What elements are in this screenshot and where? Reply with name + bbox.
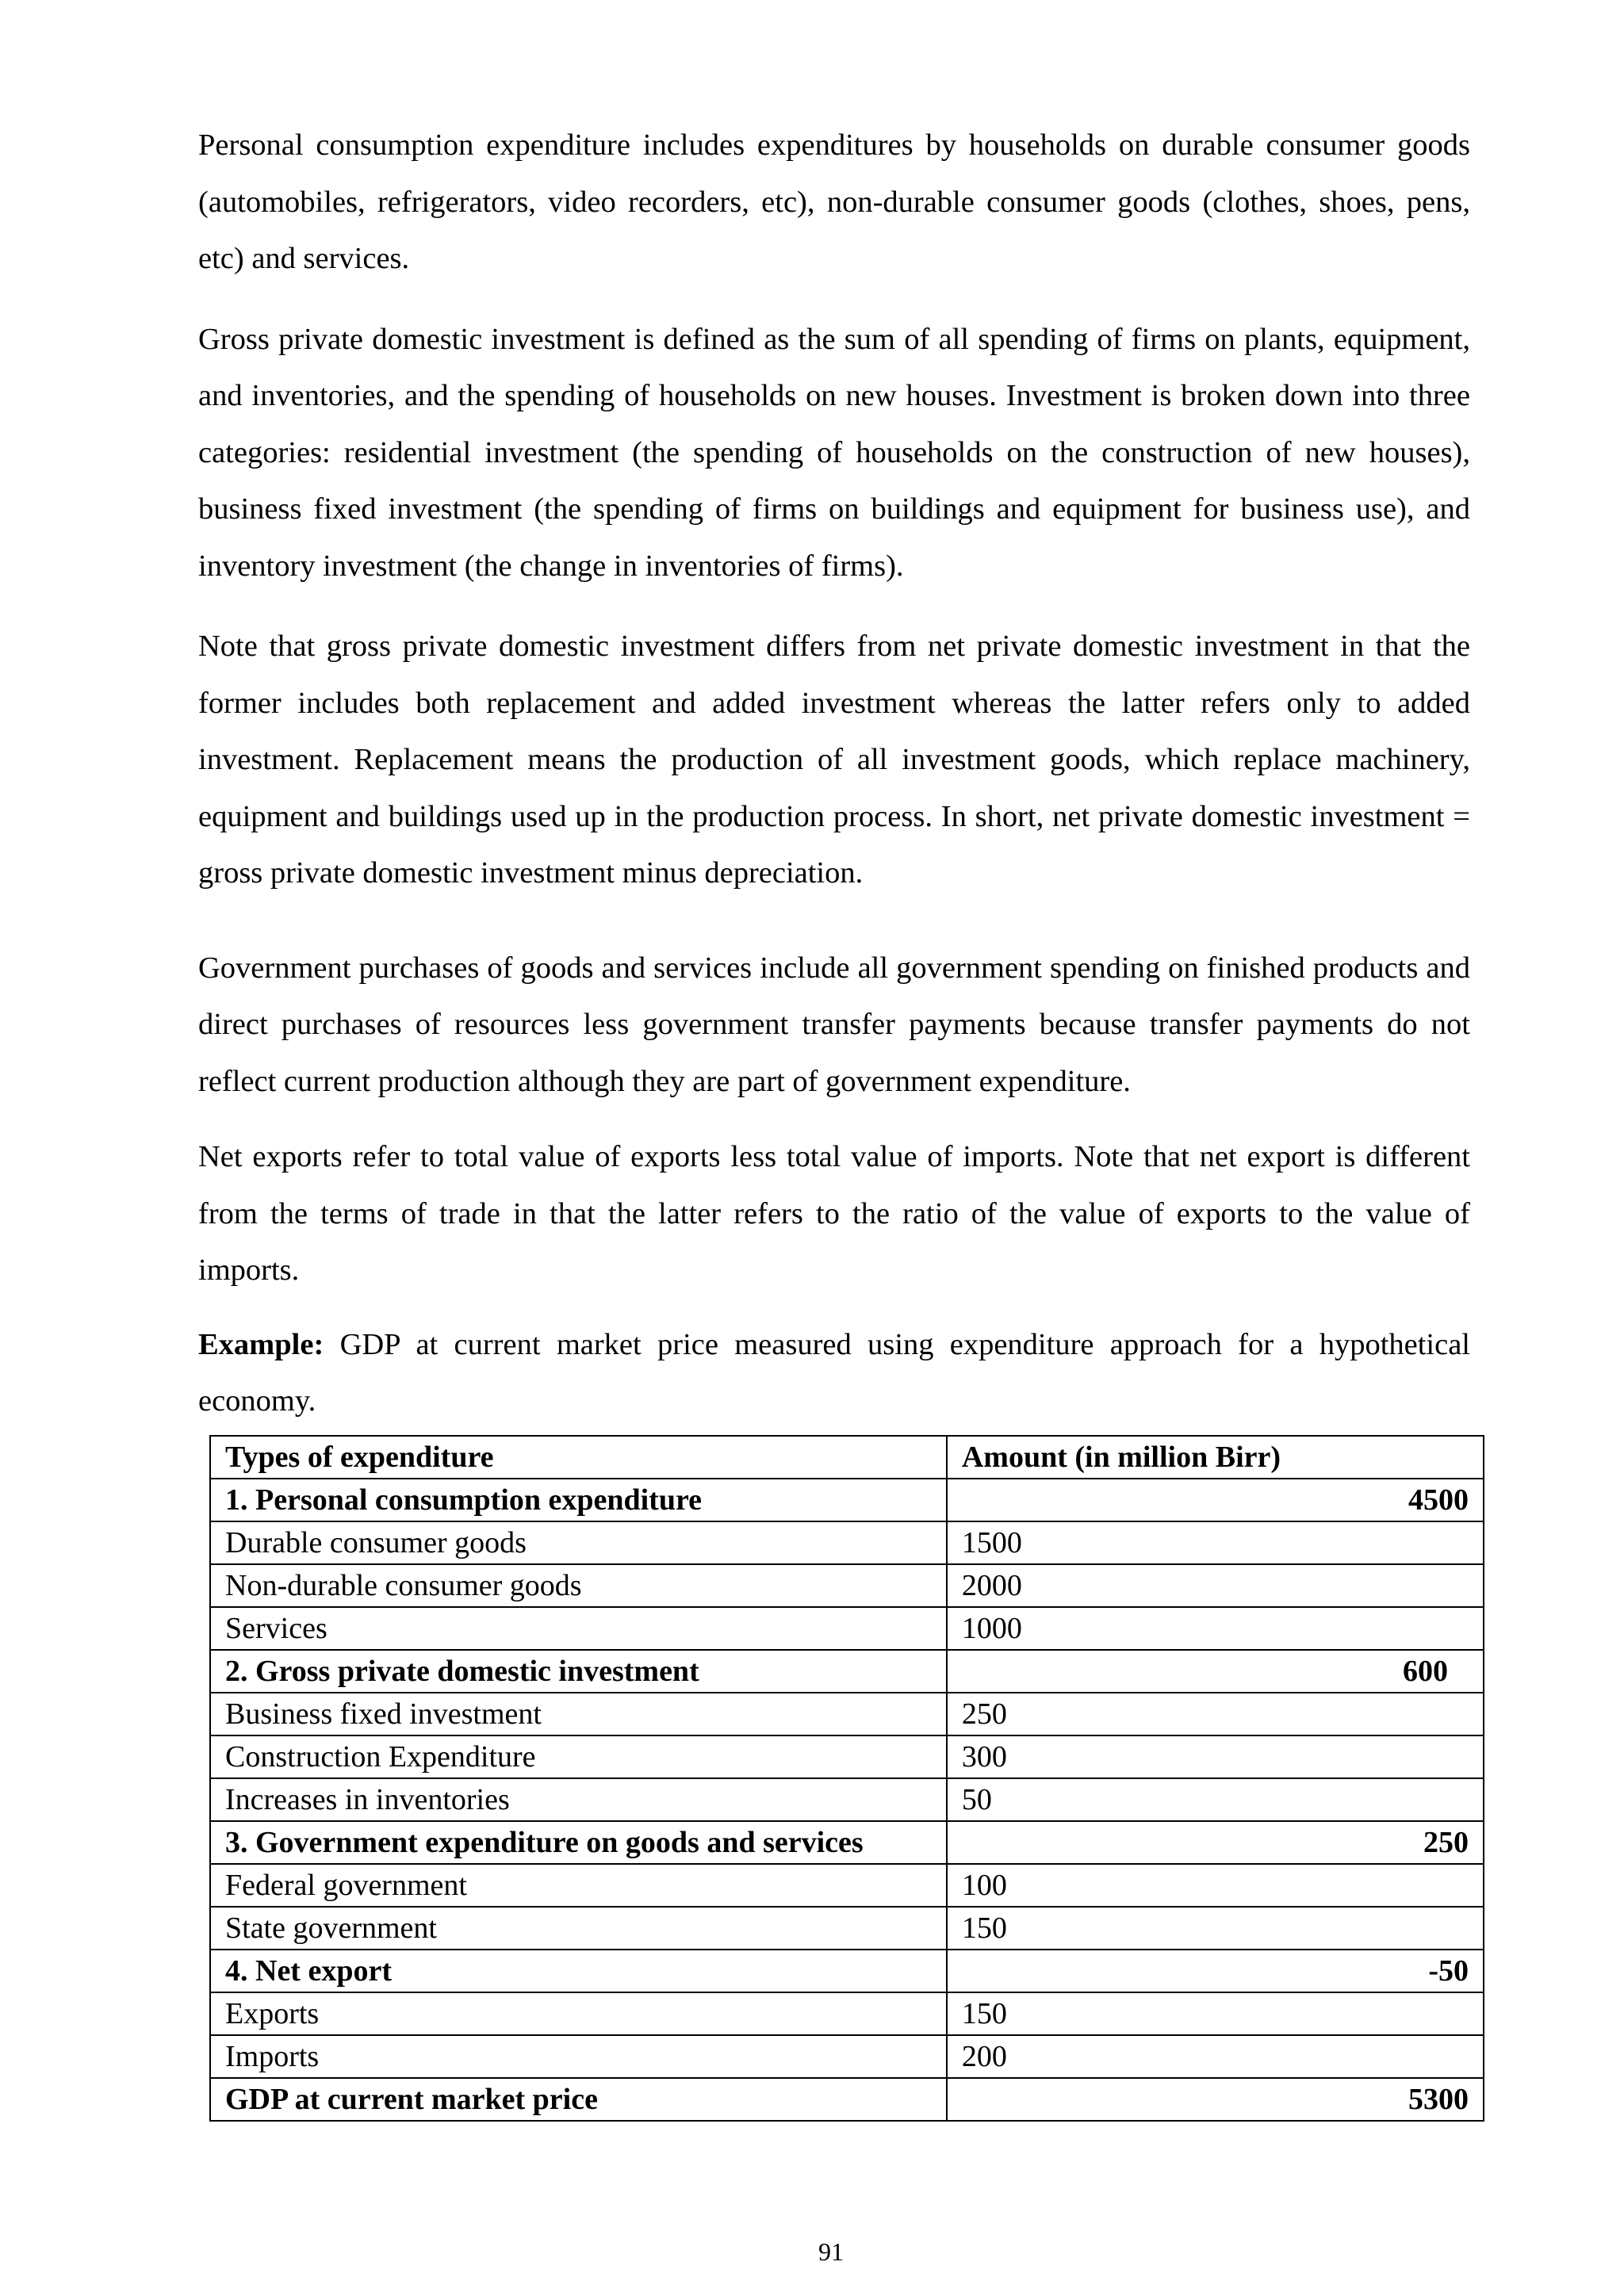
item-amount: 100 <box>947 1864 1484 1907</box>
table-group-row <box>210 1821 1484 1864</box>
item-amount: 2000 <box>947 1564 1484 1607</box>
item-label: Construction Expenditure <box>210 1735 947 1778</box>
table-row <box>210 1564 1484 1607</box>
table-row <box>210 1607 1484 1650</box>
example-text: GDP at current market price measured using expenditure approach for a hypothetical economy. <box>198 1327 1470 1418</box>
item-label: Non-durable consumer goods <box>210 1564 947 1607</box>
table-group-row <box>210 1950 1484 1992</box>
group-total: -50 <box>947 1950 1484 1992</box>
group-label: 1. Personal consumption expenditure <box>210 1479 947 1521</box>
item-amount: 300 <box>947 1735 1484 1778</box>
paragraph-net-exports: Net exports refer to total value of exports less total value of imports. Note that net export is different from the terms of trade in that the latter refers to the ratio of the value of exports to the value of imports. <box>198 1140 1470 1287</box>
table-row <box>210 1907 1484 1950</box>
table-row <box>210 1778 1484 1821</box>
table-row <box>210 2035 1484 2078</box>
item-label: State government <box>210 1907 947 1950</box>
paragraph-net-investment: Note that gross private domestic investment differs from net private domestic investment in that the former includes both replacement and added investment whereas the latter refers only to added investment. Replacement means the production of all investment goods, which replace machinery, equipment and buildings used up in the production process. In short, net private domestic investment = gross private domestic investment minus depreciation. <box>198 629 1470 890</box>
group-label: 4. Net export <box>210 1950 947 1992</box>
item-label: Increases in inventories <box>210 1778 947 1821</box>
item-label: Durable consumer goods <box>210 1521 947 1564</box>
group-label: 2. Gross private domestic investment <box>210 1650 947 1693</box>
item-label: Exports <box>210 1992 947 2035</box>
paragraph-gross-investment: Gross private domestic investment is defined as the sum of all spending of firms on plants, equipment, and inventories, and the spending of households on new houses. Investment is broken down into three categories: residential investment (the spending of households on the construction of new houses), business fixed investment (the spending of firms on buildings and equipment for business use), and inventory investment (the change in inventories of firms). <box>198 322 1470 583</box>
table-row <box>210 1864 1484 1907</box>
table-row <box>210 1735 1484 1778</box>
group-label: 3. Government expenditure on goods and services <box>210 1821 947 1864</box>
item-amount: 250 <box>947 1693 1484 1735</box>
paragraph-government-purchases: Government purchases of goods and services include all government spending on finished products and direct purchases of resources less government transfer payments because transfer payments do not reflect current production although they are part of government expenditure. <box>198 951 1470 1098</box>
gdp-label: GDP at current market price <box>210 2078 947 2121</box>
example-label: Example: <box>198 1327 324 1361</box>
table-header-row <box>210 1436 1484 1479</box>
item-amount: 200 <box>947 2035 1484 2078</box>
group-total: 600 <box>947 1650 1484 1693</box>
item-amount: 50 <box>947 1778 1484 1821</box>
item-amount: 1000 <box>947 1607 1484 1650</box>
example-caption <box>198 1317 1470 1430</box>
paragraph-personal-consumption: Personal consumption expenditure includes expenditures by households on durable consumer goods (automobiles, refrigerators, video recorders, etc), non-durable consumer goods (clothes, shoes, pens, etc) and services. <box>198 128 1470 275</box>
table-group-row <box>210 1479 1484 1521</box>
item-amount: 1500 <box>947 1521 1484 1564</box>
table-group-row <box>210 1650 1484 1693</box>
table-final-row <box>210 2078 1484 2121</box>
table-row <box>210 1693 1484 1735</box>
item-label: Federal government <box>210 1864 947 1907</box>
table-row <box>210 1521 1484 1564</box>
group-total: 4500 <box>947 1479 1484 1521</box>
group-total: 250 <box>947 1821 1484 1864</box>
page-body <box>198 117 1470 1430</box>
page-number: 91 <box>818 2237 844 2266</box>
item-label: Services <box>210 1607 947 1650</box>
header-types: Types of expenditure <box>210 1436 947 1479</box>
item-label: Imports <box>210 2035 947 2078</box>
item-amount: 150 <box>947 1907 1484 1950</box>
header-amount: Amount (in million Birr) <box>947 1436 1484 1479</box>
item-amount: 150 <box>947 1992 1484 2035</box>
gdp-total: 5300 <box>947 2078 1484 2121</box>
table-row <box>210 1992 1484 2035</box>
item-label: Business fixed investment <box>210 1693 947 1735</box>
gdp-expenditure-table <box>209 1435 1484 2122</box>
